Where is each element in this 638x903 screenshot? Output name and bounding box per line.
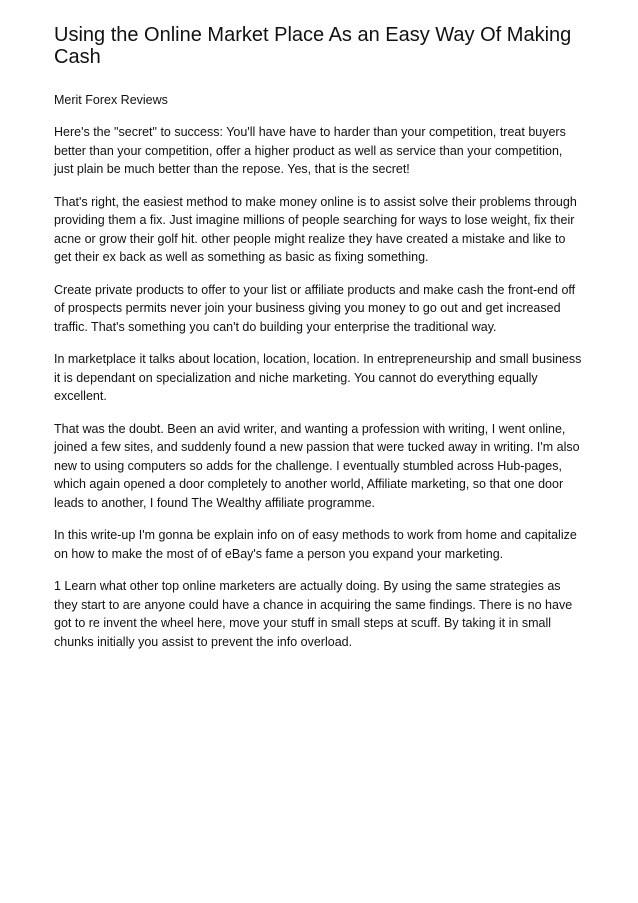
paragraph-5: That was the doubt. Been an avid writer, and wanting a profession with writing, I went online, joined a few sites, and suddenly found a new passion that were tucked away in writing. I'm also new to using computers so adds for the challenge. I eventually stumbled across Hub-pages, which again opened a door completely to another world, Affiliate marketing, so that one door leads to another, I found The Wealthy affiliate programme. xyxy=(54,421,580,510)
paragraph-6: In this write-up I'm gonna be explain info on of easy methods to work from home and capitalize on how to make the most of of eBay's fame a person you expand your marketing. xyxy=(54,528,577,561)
paragraph-3: Create private products to offer to your list or affiliate products and make cash the front-end off of prospects permits never join your business giving you money to go out and get increased traffic. That's something you can't do building your enterprise the traditional way. xyxy=(54,282,576,334)
paragraph-4: In marketplace it talks about location, location, location. In entrepreneurship and small business it is dependant on specialization and niche marketing. You cannot do everything equally excellent. xyxy=(54,352,582,403)
paragraph-1: Here's the "secret" to success: You'll have have to harder than your competition, treat buyers better than your competition, offer a higher product as well as service than your competition, just plain be much better than the repose. Yes, that is the secret! xyxy=(54,125,566,176)
document-page xyxy=(54,0,584,651)
paragraph-7: 1 Learn what other top online marketers are actually doing. By using the same strategies as they start to are anyone could have a chance in acquiring the same findings. There is no have got to re invent the wheel here, move your stuff in small steps at scuff. By taking it in small chunks initially you assist to prevent the info overload. xyxy=(54,579,573,649)
paragraph-2: That's right, the easiest method to make money online is to assist solve their problems through providing them a fix. Just imagine millions of people searching for ways to lose weight, fix their acne or grow their golf hit. other people might realize they have created a mistake and like to get their ex back as well as something as basic as fixing something. xyxy=(54,194,577,264)
document-title: Using the Online Market Place As an Easy Way Of Making Cash xyxy=(54,24,572,68)
document-subtitle: Merit Forex Reviews xyxy=(54,93,168,107)
